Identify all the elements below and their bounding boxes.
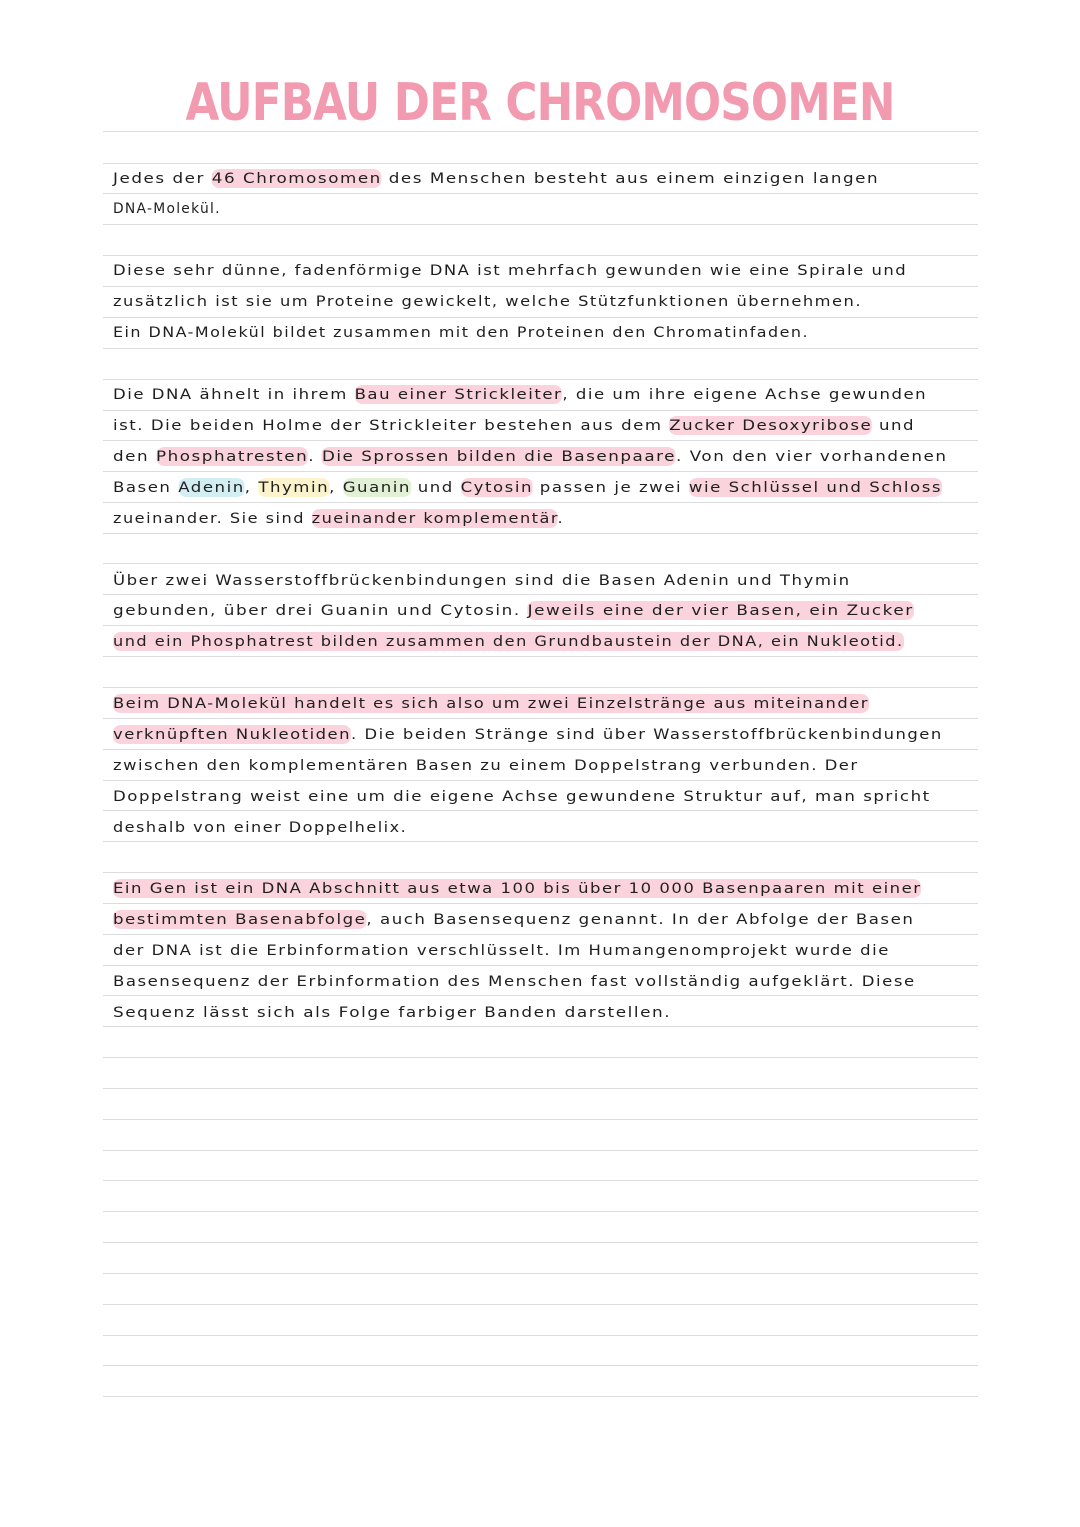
ruled-line <box>103 440 978 441</box>
ruled-line <box>103 255 978 256</box>
text-segment: Doppelstrang weist eine um die eigene Achse gewundene Struktur auf, man spricht <box>113 788 931 805</box>
text-segment: Sequenz lässt sich als Folge farbiger Banden darstellen. <box>113 1004 672 1021</box>
ruled-line <box>103 625 978 626</box>
text-line <box>113 969 916 995</box>
ruled-line <box>103 1335 978 1336</box>
text-segment: , die um ihre eigene Achse gewunden <box>562 386 928 403</box>
text-segment: den <box>113 448 156 465</box>
text-line <box>113 289 862 315</box>
ruled-line <box>103 1180 978 1181</box>
text-segment: , <box>329 479 343 496</box>
ruled-line <box>103 317 978 318</box>
highlighted-text: Cytosin <box>460 479 533 496</box>
text-segment: Basen <box>113 479 179 496</box>
ruled-line <box>103 872 978 873</box>
ruled-line <box>103 749 978 750</box>
text-line <box>113 382 927 408</box>
ruled-line <box>103 1150 978 1151</box>
ruled-line <box>103 224 978 225</box>
ruled-line <box>103 163 978 164</box>
text-line <box>113 166 879 192</box>
text-segment: Ein DNA-Molekül bildet zusammen mit den Proteinen den Chromatinfaden. <box>113 324 809 341</box>
highlighted-text: Guanin <box>342 479 411 496</box>
highlighted-text: verknüpften Nukleotiden <box>113 726 352 743</box>
ruled-line <box>103 594 978 595</box>
text-line <box>113 815 407 841</box>
text-segment: zueinander. Sie sind <box>113 510 312 527</box>
text-line <box>113 413 915 439</box>
text-segment: . Die beiden Stränge sind über Wasserstoffbrückenbindungen <box>351 726 943 743</box>
ruled-line <box>103 471 978 472</box>
text-segment: passen je zwei <box>532 479 689 496</box>
text-line <box>113 938 890 964</box>
ruled-line <box>103 193 978 194</box>
text-segment: . Von den vier vorhandenen <box>676 448 948 465</box>
text-segment: deshalb von einer Doppelhelix. <box>113 819 408 836</box>
ruled-line <box>103 1304 978 1305</box>
text-line <box>113 784 931 810</box>
ruled-line <box>103 1365 978 1366</box>
text-segment: des Menschen besteht aus einem einzigen langen <box>381 170 880 187</box>
text-segment: Basensequenz der Erbinformation des Menschen fast vollständig aufgeklärt. Diese <box>113 973 916 990</box>
highlighted-text: Adenin <box>178 479 245 496</box>
text-line <box>113 258 907 284</box>
text-segment: der DNA ist die Erbinformation verschlüsselt. Im Humangenomprojekt wurde die <box>113 942 890 959</box>
ruled-line <box>103 903 978 904</box>
text-segment: gebunden, über drei Guanin und Cytosin. <box>113 602 528 619</box>
text-line <box>113 598 914 624</box>
highlighted-text: Bau einer Strickleiter <box>354 386 563 403</box>
text-line <box>113 320 809 346</box>
text-line <box>113 691 869 717</box>
ruled-line <box>103 687 978 688</box>
text-segment: zwischen den komplementären Basen zu einem Doppelstrang verbunden. Der <box>113 757 859 774</box>
highlighted-text: wie Schlüssel und Schloss <box>688 479 943 496</box>
ruled-line <box>103 780 978 781</box>
ruled-line <box>103 1057 978 1058</box>
text-line <box>113 444 947 470</box>
ruled-line <box>103 1273 978 1274</box>
ruled-line <box>103 934 978 935</box>
ruled-line <box>103 379 978 380</box>
text-segment: zusätzlich ist sie um Proteine gewickelt, welche Stützfunktionen übernehmen. <box>113 293 863 310</box>
ruled-line <box>103 1211 978 1212</box>
highlighted-text: Thymin <box>258 479 330 496</box>
ruled-line <box>103 1088 978 1089</box>
ruled-line <box>103 965 978 966</box>
text-line <box>113 475 942 501</box>
highlighted-text: und ein Phosphatrest bilden zusammen den Grundbaustein der DNA, ein Nukleotid. <box>113 633 904 650</box>
ruled-line <box>103 563 978 564</box>
ruled-line <box>103 841 978 842</box>
text-segment: ist. Die beiden Holme der Strickleiter bestehen aus dem <box>113 417 670 434</box>
ruled-line <box>103 1026 978 1027</box>
text-segment: Die DNA ähnelt in ihrem <box>113 386 355 403</box>
text-line <box>113 196 221 222</box>
ruled-line <box>103 502 978 503</box>
page-title: AUFBAU DER CHROMOSOMEN <box>185 73 895 133</box>
text-segment: und <box>872 417 916 434</box>
highlighted-text: bestimmten Basenabfolge <box>113 911 367 928</box>
text-line <box>113 907 914 933</box>
text-line <box>113 568 851 594</box>
ruled-line <box>103 656 978 657</box>
ruled-line <box>103 1396 978 1397</box>
text-segment: , <box>244 479 259 496</box>
highlighted-text: Ein Gen ist ein DNA Abschnitt aus etwa 100 bis über 10 000 Basenpaaren mit einer <box>113 880 922 897</box>
text-line <box>113 876 922 902</box>
text-line <box>113 753 859 779</box>
highlighted-text: Beim DNA-Molekül handelt es sich also um zwei Einzelstränge aus miteinander <box>113 695 869 712</box>
highlighted-text: Zucker Desoxyribose <box>669 417 873 434</box>
text-line <box>113 722 943 748</box>
text-segment: Jedes der <box>113 170 212 187</box>
highlighted-text: Phosphatresten <box>155 448 309 465</box>
text-segment: Über zwei Wasserstoffbrückenbindungen sind die Basen Adenin und Thymin <box>113 572 851 589</box>
text-segment: . <box>557 510 565 527</box>
text-line <box>113 1000 671 1026</box>
text-segment: . <box>308 448 322 465</box>
ruled-line <box>103 1119 978 1120</box>
highlighted-text: Jeweils eine der vier Basen, ein Zucker <box>527 602 914 619</box>
ruled-line <box>103 286 978 287</box>
text-segment: und <box>410 479 461 496</box>
highlighted-text: 46 Chromosomen <box>211 170 382 187</box>
ruled-line <box>103 348 978 349</box>
ruled-line <box>103 1242 978 1243</box>
ruled-line <box>103 533 978 534</box>
text-segment: DNA-Molekül. <box>113 200 221 217</box>
ruled-line <box>103 410 978 411</box>
ruled-line <box>103 810 978 811</box>
text-segment: , auch Basensequenz genannt. In der Abfolge der Basen <box>366 911 915 928</box>
ruled-line <box>103 995 978 996</box>
ruled-line <box>103 131 978 132</box>
ruled-line <box>103 718 978 719</box>
highlighted-text: zueinander komplementär <box>311 510 558 527</box>
text-line <box>113 629 904 655</box>
highlighted-text: Die Sprossen bilden die Basenpaare <box>321 448 677 465</box>
text-line <box>113 506 564 532</box>
text-segment: Diese sehr dünne, fadenförmige DNA ist mehrfach gewunden wie eine Spirale und <box>113 262 908 279</box>
